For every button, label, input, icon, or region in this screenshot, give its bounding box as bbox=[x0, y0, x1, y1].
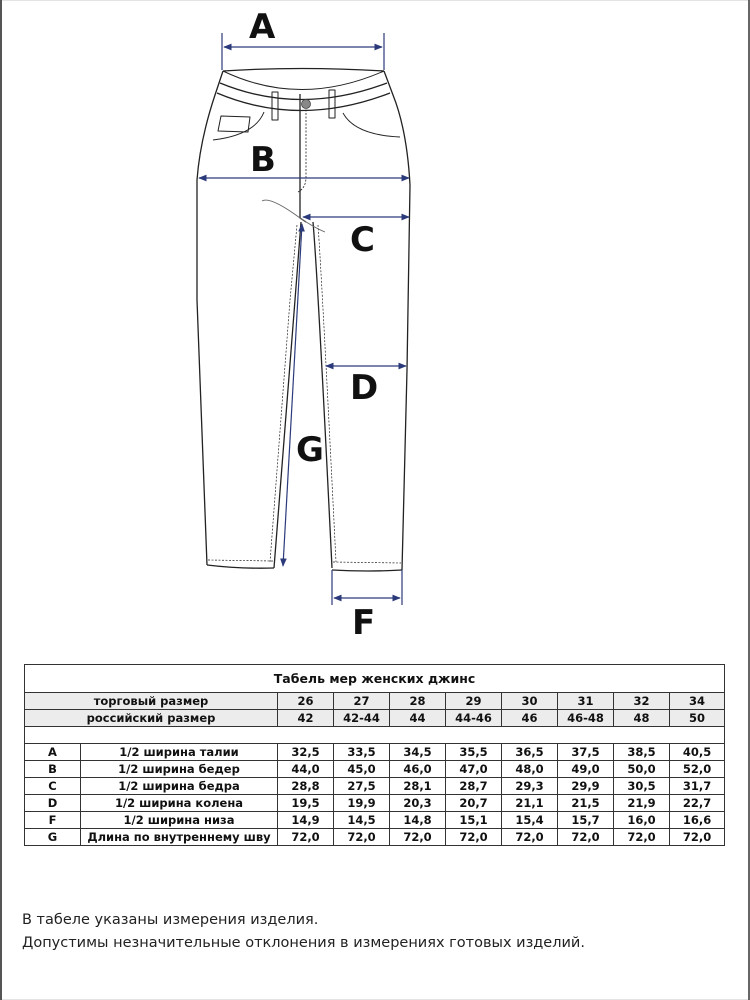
trade-size-cell: 27 bbox=[334, 693, 390, 710]
belt-loop-right bbox=[329, 90, 335, 118]
measurement-value: 33,5 bbox=[334, 744, 390, 761]
measurement-value: 72,0 bbox=[502, 829, 558, 846]
fabric-fold bbox=[262, 200, 325, 232]
measurement-code: F bbox=[25, 812, 81, 829]
measurement-name: 1/2 ширина низа bbox=[81, 812, 278, 829]
russian-size-label: российский размер bbox=[25, 710, 278, 727]
measurement-value: 48,0 bbox=[502, 761, 558, 778]
measurement-value: 14,9 bbox=[278, 812, 334, 829]
measurement-value: 20,7 bbox=[446, 795, 502, 812]
measurement-value: 15,1 bbox=[446, 812, 502, 829]
measurement-value: 72,0 bbox=[446, 829, 502, 846]
label-F: F bbox=[352, 603, 376, 643]
measurement-value: 15,4 bbox=[502, 812, 558, 829]
trade-size-cell: 26 bbox=[278, 693, 334, 710]
table-row bbox=[25, 812, 725, 829]
button-icon bbox=[302, 100, 311, 109]
table-row bbox=[25, 778, 725, 795]
trade-size-cell: 28 bbox=[390, 693, 446, 710]
jeans-outline bbox=[197, 69, 410, 572]
trade-size-label: торговый размер bbox=[25, 693, 278, 710]
measurement-name: Длина по внутреннему шву bbox=[81, 829, 278, 846]
measurement-value: 28,1 bbox=[390, 778, 446, 795]
right-hem-stitch bbox=[333, 562, 401, 563]
measurement-value: 19,9 bbox=[334, 795, 390, 812]
measurement-name: 1/2 ширина талии bbox=[81, 744, 278, 761]
measurement-value: 16,0 bbox=[614, 812, 670, 829]
measurement-value: 15,7 bbox=[558, 812, 614, 829]
measurement-value: 16,6 bbox=[670, 812, 725, 829]
measurement-value: 32,5 bbox=[278, 744, 334, 761]
measurement-value: 36,5 bbox=[502, 744, 558, 761]
label-A: A bbox=[249, 7, 276, 47]
russian-size-cell: 44 bbox=[390, 710, 446, 727]
dimension-lines bbox=[199, 33, 409, 605]
label-C: C bbox=[350, 220, 375, 260]
measurement-value: 21,5 bbox=[558, 795, 614, 812]
measurement-value: 72,0 bbox=[558, 829, 614, 846]
trade-size-cell: 31 bbox=[558, 693, 614, 710]
table-row bbox=[25, 795, 725, 812]
front-pocket-right bbox=[343, 113, 400, 137]
label-D: D bbox=[350, 368, 379, 408]
measurement-code: C bbox=[25, 778, 81, 795]
russian-size-cell: 42 bbox=[278, 710, 334, 727]
note-line: В табеле указаны измерения изделия. bbox=[22, 912, 319, 928]
russian-size-cell: 50 bbox=[670, 710, 725, 727]
trade-size-cell: 32 bbox=[614, 693, 670, 710]
table-title: Табель мер женских джинс bbox=[25, 665, 725, 693]
right-leg-outer bbox=[384, 71, 410, 570]
russian-size-cell: 46-48 bbox=[558, 710, 614, 727]
measurement-value: 28,7 bbox=[446, 778, 502, 795]
measurement-value: 29,9 bbox=[558, 778, 614, 795]
center-seam bbox=[300, 94, 306, 222]
measurement-value: 37,5 bbox=[558, 744, 614, 761]
measurement-value: 29,3 bbox=[502, 778, 558, 795]
measurement-code: B bbox=[25, 761, 81, 778]
waistband-inner bbox=[223, 71, 384, 90]
waistband-lower bbox=[220, 83, 387, 100]
note-line: Допустимы незначительные отклонения в измерениях готовых изделий. bbox=[22, 935, 585, 951]
size-chart-table bbox=[24, 664, 725, 846]
right-hem bbox=[332, 570, 402, 571]
label-G: G bbox=[296, 430, 324, 470]
measurement-value: 14,5 bbox=[334, 812, 390, 829]
coin-pocket bbox=[218, 116, 250, 132]
measurement-value: 72,0 bbox=[278, 829, 334, 846]
measurement-value: 49,0 bbox=[558, 761, 614, 778]
measurement-value: 28,8 bbox=[278, 778, 334, 795]
measurement-value: 44,0 bbox=[278, 761, 334, 778]
measurement-value: 30,5 bbox=[614, 778, 670, 795]
measurement-value: 14,8 bbox=[390, 812, 446, 829]
russian-size-cell: 42-44 bbox=[334, 710, 390, 727]
right-inseam bbox=[313, 222, 332, 568]
left-hem bbox=[207, 565, 274, 568]
measurement-value: 52,0 bbox=[670, 761, 725, 778]
trade-size-cell: 29 bbox=[446, 693, 502, 710]
measurement-value: 50,0 bbox=[614, 761, 670, 778]
measurement-value: 72,0 bbox=[390, 829, 446, 846]
measurement-value: 40,5 bbox=[670, 744, 725, 761]
table-row bbox=[25, 761, 725, 778]
measurement-name: 1/2 ширина колена bbox=[81, 795, 278, 812]
notes bbox=[22, 909, 585, 955]
russian-size-cell: 44-46 bbox=[446, 710, 502, 727]
measurement-name: 1/2 ширина бедер bbox=[81, 761, 278, 778]
measurement-code: D bbox=[25, 795, 81, 812]
measurement-value: 35,5 bbox=[446, 744, 502, 761]
table-row bbox=[25, 744, 725, 761]
trade-size-cell: 34 bbox=[670, 693, 725, 710]
russian-size-cell: 48 bbox=[614, 710, 670, 727]
table-spacer-row bbox=[25, 727, 725, 744]
measurement-value: 27,5 bbox=[334, 778, 390, 795]
right-inseam-stitch bbox=[318, 225, 336, 562]
measurement-value: 72,0 bbox=[670, 829, 725, 846]
belt-loop-left bbox=[272, 92, 278, 120]
label-B: B bbox=[250, 140, 276, 180]
measurement-code: G bbox=[25, 829, 81, 846]
measurement-value: 20,3 bbox=[390, 795, 446, 812]
waistband-top bbox=[223, 69, 384, 72]
measurement-value: 31,7 bbox=[670, 778, 725, 795]
table-row bbox=[25, 829, 725, 846]
measurement-value: 22,7 bbox=[670, 795, 725, 812]
left-leg-outer bbox=[197, 71, 223, 565]
measurement-value: 21,1 bbox=[502, 795, 558, 812]
measurement-value: 72,0 bbox=[614, 829, 670, 846]
measurement-name: 1/2 ширина бедра bbox=[81, 778, 278, 795]
measurement-value: 46,0 bbox=[390, 761, 446, 778]
left-hem-stitch bbox=[208, 560, 273, 561]
measurement-value: 38,5 bbox=[614, 744, 670, 761]
measurement-value: 47,0 bbox=[446, 761, 502, 778]
measurement-value: 19,5 bbox=[278, 795, 334, 812]
left-inseam bbox=[274, 222, 301, 568]
measurement-value: 21,9 bbox=[614, 795, 670, 812]
measurement-value: 45,0 bbox=[334, 761, 390, 778]
measurement-value: 72,0 bbox=[334, 829, 390, 846]
measurement-value: 34,5 bbox=[390, 744, 446, 761]
trade-size-cell: 30 bbox=[502, 693, 558, 710]
russian-size-cell: 46 bbox=[502, 710, 558, 727]
measurement-code: A bbox=[25, 744, 81, 761]
